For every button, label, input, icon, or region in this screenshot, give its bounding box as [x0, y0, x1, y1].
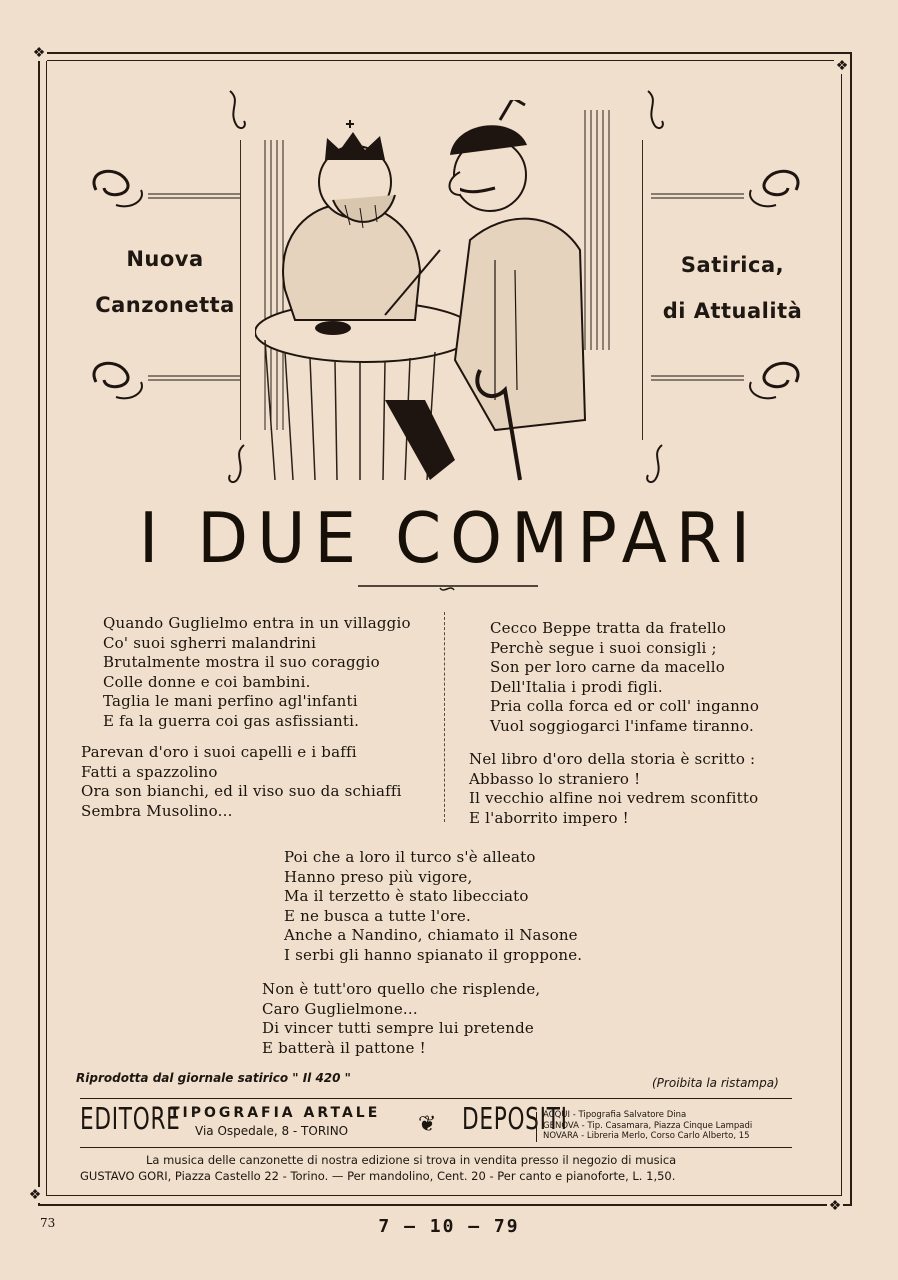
publisher-rule: [80, 1098, 792, 1099]
stanza-left-2: Parevan d'oro i suoi capelli e i baffi Fatti a spazzolino Ora son bianchi, ed il viso suo da schiaffi Sembra Musolino...: [81, 743, 402, 820]
flourish-icon: [222, 440, 252, 490]
reproduction-credit: Riprodotta dal giornale satirico " Il 420 ": [76, 1071, 351, 1085]
header-left-line1: Nuova: [126, 247, 204, 271]
column-divider: [444, 612, 446, 822]
editore-label: EDITORE: [80, 1102, 181, 1137]
flourish-icon: [222, 86, 252, 136]
header-left: [95, 236, 235, 328]
music-sales-line1: La musica delle canzonette di nostra edizione si trova in vendita presso il negozio di musica: [146, 1153, 677, 1167]
title-divider: [358, 582, 538, 596]
music-sales-note: [80, 1152, 792, 1184]
depots-list: ACQUI - Tipografia Salvatore Dina GENOVA - Tip. Casamara, Piazza Cinque Lampadi NOVARA - Libreria Merlo, Corso Carlo Alberto, 15: [543, 1110, 753, 1141]
illustration-rule: [240, 140, 242, 440]
stanza-center-2: Non è tutt'oro quello che risplende, Caro Guglielmone... Di vincer tutti sempre lui pretende E batterà il pattone !: [262, 980, 541, 1057]
publisher-name: TIPOGRAFIA ARTALE: [170, 1105, 381, 1121]
depositi-label: DEPOSITI: [462, 1102, 568, 1137]
date-stamp: 7 — 10 — 79: [378, 1216, 520, 1237]
flourish-icon: [86, 352, 246, 412]
flourish-icon: [646, 160, 806, 220]
music-sales-line2: GUSTAVO GORI, Piazza Castello 22 - Torino. — Per mandolino, Cent. 20 - Per canto e pianoforte, L. 1,50.: [80, 1169, 676, 1183]
caricature-illustration: [255, 100, 630, 485]
stanza-left-1: Quando Guglielmo entra in un villaggio Co' suoi sgherri malandrini Brutalmente mostra il suo coraggio Colle donne e coi bambini. Taglia le mani perfino agl'infanti E fa la guerra coi gas asfissianti.: [103, 614, 411, 730]
depots-bracket: [536, 1112, 541, 1142]
corner-ornament-icon: ❖: [835, 58, 849, 74]
stanza-right-1: Cecco Beppe tratta da fratello Perchè segue i suoi consigli ; Son per loro carne da macello Dell'Italia i prodi figli. Pria colla forca ed or coll' inganno Vuol soggiogarci l'infame tiranno.: [490, 619, 760, 735]
corner-ornament-icon: ❖: [828, 1198, 842, 1214]
corner-ornament-icon: ❖: [32, 45, 46, 61]
flourish-icon: [640, 440, 670, 490]
page-title: I DUE COMPARI: [138, 498, 760, 579]
header-left-line2: Canzonetta: [95, 293, 235, 317]
flourish-icon: [86, 160, 246, 220]
header-right: [650, 242, 815, 334]
reprint-prohibited-note: (Proibita la ristampa): [652, 1076, 779, 1090]
stanza-right-2: Nel libro d'oro della storia è scritto : Abbasso lo straniero ! Il vecchio alfine noi vedrem sconfitto E l'aborrito impero !: [469, 750, 759, 827]
page-number: 73: [40, 1216, 56, 1230]
illustration-rule: [642, 140, 644, 440]
stanza-center-1: Poi che a loro il turco s'è alleato Hanno preso più vigore, Ma il terzetto è stato libecciato E ne busca a tutte l'ore. Anche a Nandino, chiamato il Nasone I serbi gli hanno spianato il groppone.: [284, 848, 583, 964]
flourish-icon: [640, 86, 670, 136]
publisher-address: Via Ospedale, 8 - TORINO: [195, 1124, 349, 1138]
header-right-line2: di Attualità: [662, 299, 803, 323]
flourish-icon: [646, 352, 806, 412]
floral-ornament-icon: ❦: [418, 1112, 437, 1137]
corner-ornament-icon: ❖: [28, 1187, 42, 1203]
publisher-rule: [80, 1147, 792, 1148]
header-right-line1: Satirica,: [680, 253, 785, 277]
